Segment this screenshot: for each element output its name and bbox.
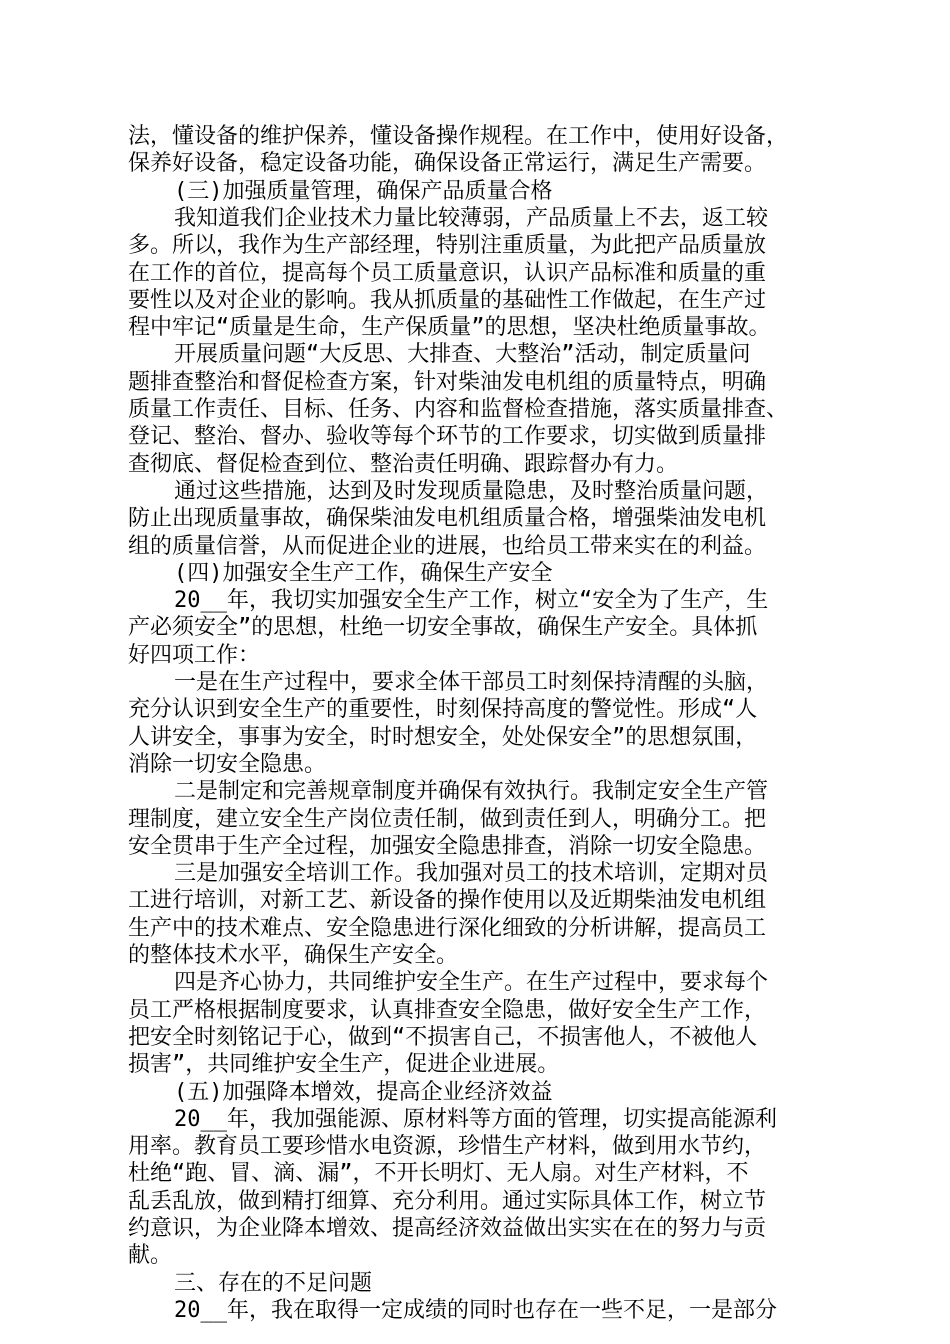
- text-line: 开展质量问题“大反思、大排查、大整治”活动，制定质量问: [174, 342, 751, 368]
- text-line: 安全贯串于生产全过程，加强安全隐患排查，消除一切安全隐患。: [128, 833, 767, 859]
- text-line: 产必须安全”的思想，杜绝一切安全事故，确保生产安全。具体抓: [128, 615, 758, 641]
- text-line: 在工作的首位，提高每个员工质量意识，认识产品标准和质量的重: [128, 260, 767, 286]
- text-line: 程中牢记“质量是生命，生产保质量”的思想，坚决杜绝质量事故。: [128, 315, 771, 341]
- text-line: 质量工作责任、目标、任务、内容和监督检查措施，落实质量排查、: [128, 397, 789, 422]
- text-line: 献。: [128, 1243, 173, 1269]
- section-heading-4: (四)加强安全生产工作，确保生产安全: [174, 560, 553, 586]
- text-line: 工进行培训，对新工艺、新设备的操作使用以及近期柴油发电机组: [128, 888, 767, 914]
- text-line: 20__年，我在取得一定成绩的同时也存在一些不足，一是部分: [174, 1297, 777, 1323]
- text-line: 员工严格根据制度要求，认真排查安全隐患，做好安全生产工作，: [128, 997, 767, 1023]
- section-heading-deficiencies: 三、存在的不足问题: [174, 1270, 373, 1296]
- text-line: 的整体技术水平，确保生产安全。: [128, 943, 459, 968]
- section-heading-5: (五)加强降本增效，提高企业经济效益: [174, 1079, 553, 1105]
- text-line: 生产中的技术难点、安全隐患进行深化细致的分析讲解，提高员工: [128, 915, 767, 941]
- text-line: 一是在生产过程中，要求全体干部员工时刻保持清醒的头脑，: [174, 670, 769, 695]
- text-line: 充分认识到安全生产的重要性，时刻保持高度的警觉性。形成“人: [128, 697, 758, 723]
- text-line: 法，懂设备的维护保养，懂设备操作规程。在工作中，使用好设备，: [128, 124, 789, 149]
- text-line: 好四项工作：: [128, 642, 261, 668]
- text-line: 题排查整治和督促检查方案，针对柴油发电机组的质量特点，明确: [128, 369, 767, 395]
- text-line: 四是齐心协力，共同维护安全生产。在生产过程中，要求每个: [174, 970, 769, 996]
- text-line: 20__年，我切实加强安全生产工作，树立“安全为了生产，生: [174, 588, 769, 614]
- text-line: 约意识，为企业降本增效、提高经济效益做出实实在在的努力与贡: [128, 1216, 767, 1241]
- text-line: 二是制定和完善规章制度并确保有效执行。我制定安全生产管: [174, 779, 769, 805]
- text-line: 把安全时刻铭记于心，做到“不损害自己，不损害他人，不被他人: [128, 1024, 758, 1050]
- text-line: 用率。教育员工要珍惜水电资源，珍惜生产材料，做到用水节约，: [128, 1134, 767, 1160]
- text-line: 杜绝“跑、冒、滴、漏”，不开长明灯、无人扇。对生产材料，不: [128, 1161, 749, 1187]
- text-line: 损害”，共同维护安全生产，促进企业进展。: [128, 1052, 560, 1078]
- section-heading-3: (三)加强质量管理，确保产品质量合格: [174, 178, 553, 204]
- text-line: 登记、整治、督办、验收等每个环节的工作要求，切实做到质量排: [128, 424, 767, 450]
- text-line: 理制度，建立安全生产岗位责任制，做到责任到人，明确分工。把: [128, 806, 767, 832]
- text-line: 要性以及对企业的影响。我从抓质量的基础性工作做起，在生产过: [128, 287, 767, 313]
- text-line: 通过这些措施，达到及时发现质量隐患，及时整治质量问题，: [174, 478, 769, 504]
- text-line: 20__年，我加强能源、原材料等方面的管理，切实提高能源利: [174, 1106, 777, 1132]
- text-line: 乱丢乱放，做到精打细算、充分利用。通过实际具体工作，树立节: [128, 1188, 767, 1214]
- text-line: 保养好设备，稳定设备功能，确保设备正常运行，满足生产需要。: [128, 151, 767, 177]
- text-line: 防止出现质量事故，确保柴油发电机组质量合格，增强柴油发电机: [128, 506, 767, 532]
- text-line: 我知道我们企业技术力量比较薄弱，产品质量上不去，返工较: [174, 205, 769, 231]
- text-line: 多。所以，我作为生产部经理，特别注重质量，为此把产品质量放: [128, 233, 767, 259]
- text-line: 查彻底、督促检查到位、整治责任明确、跟踪督办有力。: [128, 451, 679, 477]
- text-line: 组的质量信誉，从而促进企业的进展，也给员工带来实在的利益。: [128, 533, 767, 559]
- text-line: 人讲安全，事事为安全，时时想安全，处处保安全”的思想氛围，: [128, 724, 758, 750]
- text-line: 消除一切安全隐患。: [128, 751, 327, 777]
- text-line: 三是加强安全培训工作。我加强对员工的技术培训，定期对员: [174, 861, 769, 887]
